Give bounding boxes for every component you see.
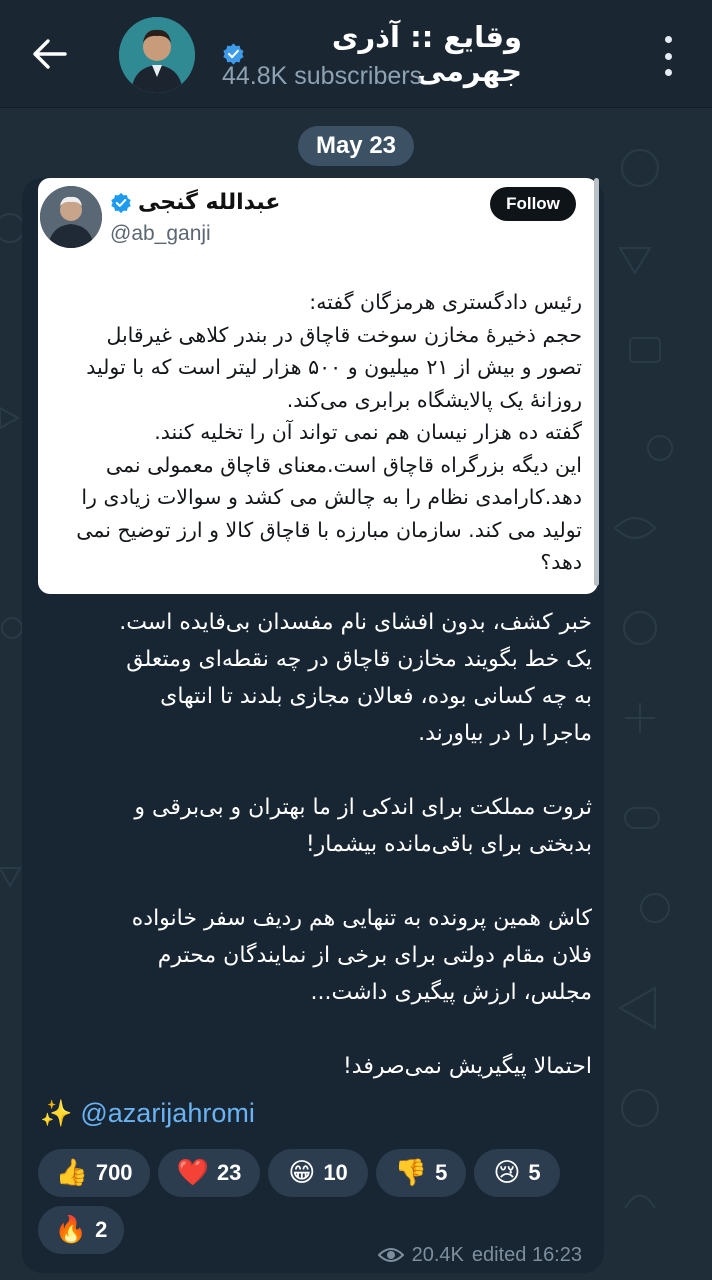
tweet-line: این دیگه بزرگراه قاچاق است.معنای قاچاق معمولی نمی [105,452,582,477]
view-count: 20.4K [411,1243,464,1266]
reaction-count: 23 [216,1160,242,1185]
follow-button: Follow [490,187,576,221]
channel-name: وقایع :: آذری جهرمی [331,20,522,88]
reaction-count: 10 [323,1160,348,1185]
tweet-line: حجم ذخیرۀ مخازن سوخت قاچاق در بندر کلاهی غیرقابل [106,322,582,347]
reaction-fire[interactable] [38,1206,124,1254]
channel-avatar[interactable] [119,17,195,93]
grinning-face-icon: 😁 [288,1158,316,1188]
signature [40,1098,255,1129]
heart-icon: ❤️ [176,1158,209,1188]
reaction-grin[interactable] [268,1149,368,1197]
message-line: مجلس، ارزش پیگیری داشت... [310,980,592,1005]
subscriber-count: 44.8K subscribers [222,62,423,90]
date-separator: May 23 [298,126,414,166]
eye-icon [378,1246,404,1264]
thumbs-up-icon: 👍 [55,1158,88,1188]
tweet-body [46,286,582,579]
message-line: فلان مقام دولتی برای برخی از نمایندگان محترم [157,943,592,968]
tweet-author-name: عبدالله گنجی [138,190,281,215]
message-meta [356,1240,582,1270]
reaction-thumbs-up[interactable] [38,1149,150,1197]
tweet-author-avatar [40,186,102,248]
chat-header [0,0,712,108]
reaction-count: 5 [435,1160,448,1185]
tweet-line: گفته ده هزار نیسان هم نمی تواند آن را تخلیه کنند. [154,420,582,444]
tweet-image[interactable] [38,178,598,594]
dot-icon [665,36,672,43]
message-line: کاش همین پرونده به تنهایی هم ردیف سفر خانواده [131,906,592,931]
thumbs-down-icon: 👎 [394,1158,428,1188]
more-menu-button[interactable] [650,36,686,76]
message-line: ثروت مملکت برای اندکی از ما بهتران و بی‌برقی و [134,795,592,820]
tweet-author [110,190,280,215]
reaction-crying[interactable] [474,1149,560,1197]
message-line: احتمالا پیگیریش نمی‌صرفد! [342,1054,592,1079]
crying-face-icon: 😢 [493,1158,521,1188]
edited-time: edited 16:23 [471,1243,582,1266]
verified-badge-icon [110,192,132,214]
reaction-count: 2 [95,1217,108,1242]
tweet-line: دهد؟ [540,550,582,574]
tweet-line: دهد.کارامدی نظام را به چالش می کشد و سوالات زیادی را [81,485,582,509]
reaction-heart[interactable] [158,1149,260,1197]
reaction-count: 5 [528,1160,541,1185]
paragraph-gap [36,752,592,789]
reaction-thumbs-down[interactable] [376,1149,466,1197]
paragraph-gap [36,863,592,900]
message-line: خبر کشف، بدون افشای نام مفسدان بی‌فایده است. [119,610,592,635]
tweet-scrollbar [594,178,599,586]
message-text [36,604,592,1085]
message-line: به چه کسانی بوده، فعالان مجازی بلدند تا انتهای [160,684,592,709]
reaction-count: 700 [95,1160,133,1185]
dot-icon [665,69,672,76]
tweet-line: تصور و بیش از ۲۱ میلیون و ۵۰۰ هزار لیتر است که با تولید [86,355,582,379]
tweet-line: روزانۀ یک پالایشگاه برابری می‌کند. [286,387,582,412]
paragraph-gap [36,1011,592,1048]
tweet-line: تولید می کند. سازمان مبارزه با قاچاق کالا و ارز توضیح نمی [76,517,582,542]
sparkles-icon: ✨ [40,1098,73,1129]
message-line: یک خط بگویند مخازن قاچاق در چه نقطه‌ای ومتعلق [126,647,592,672]
message-line: ماجرا را در بیاورند. [418,721,592,746]
signature-link[interactable]: @azarijahromi [80,1098,255,1128]
back-button[interactable] [26,30,74,78]
tweet-line: رئیس دادگستری هرمزگان گفته: [309,290,582,314]
fire-icon: 🔥 [54,1215,88,1245]
dot-icon [665,53,672,60]
tweet-handle: @ab_ganji [110,222,211,245]
arrow-left-icon [32,38,68,70]
message-line: بدبختی برای باقی‌مانده بیشمار! [305,832,592,857]
